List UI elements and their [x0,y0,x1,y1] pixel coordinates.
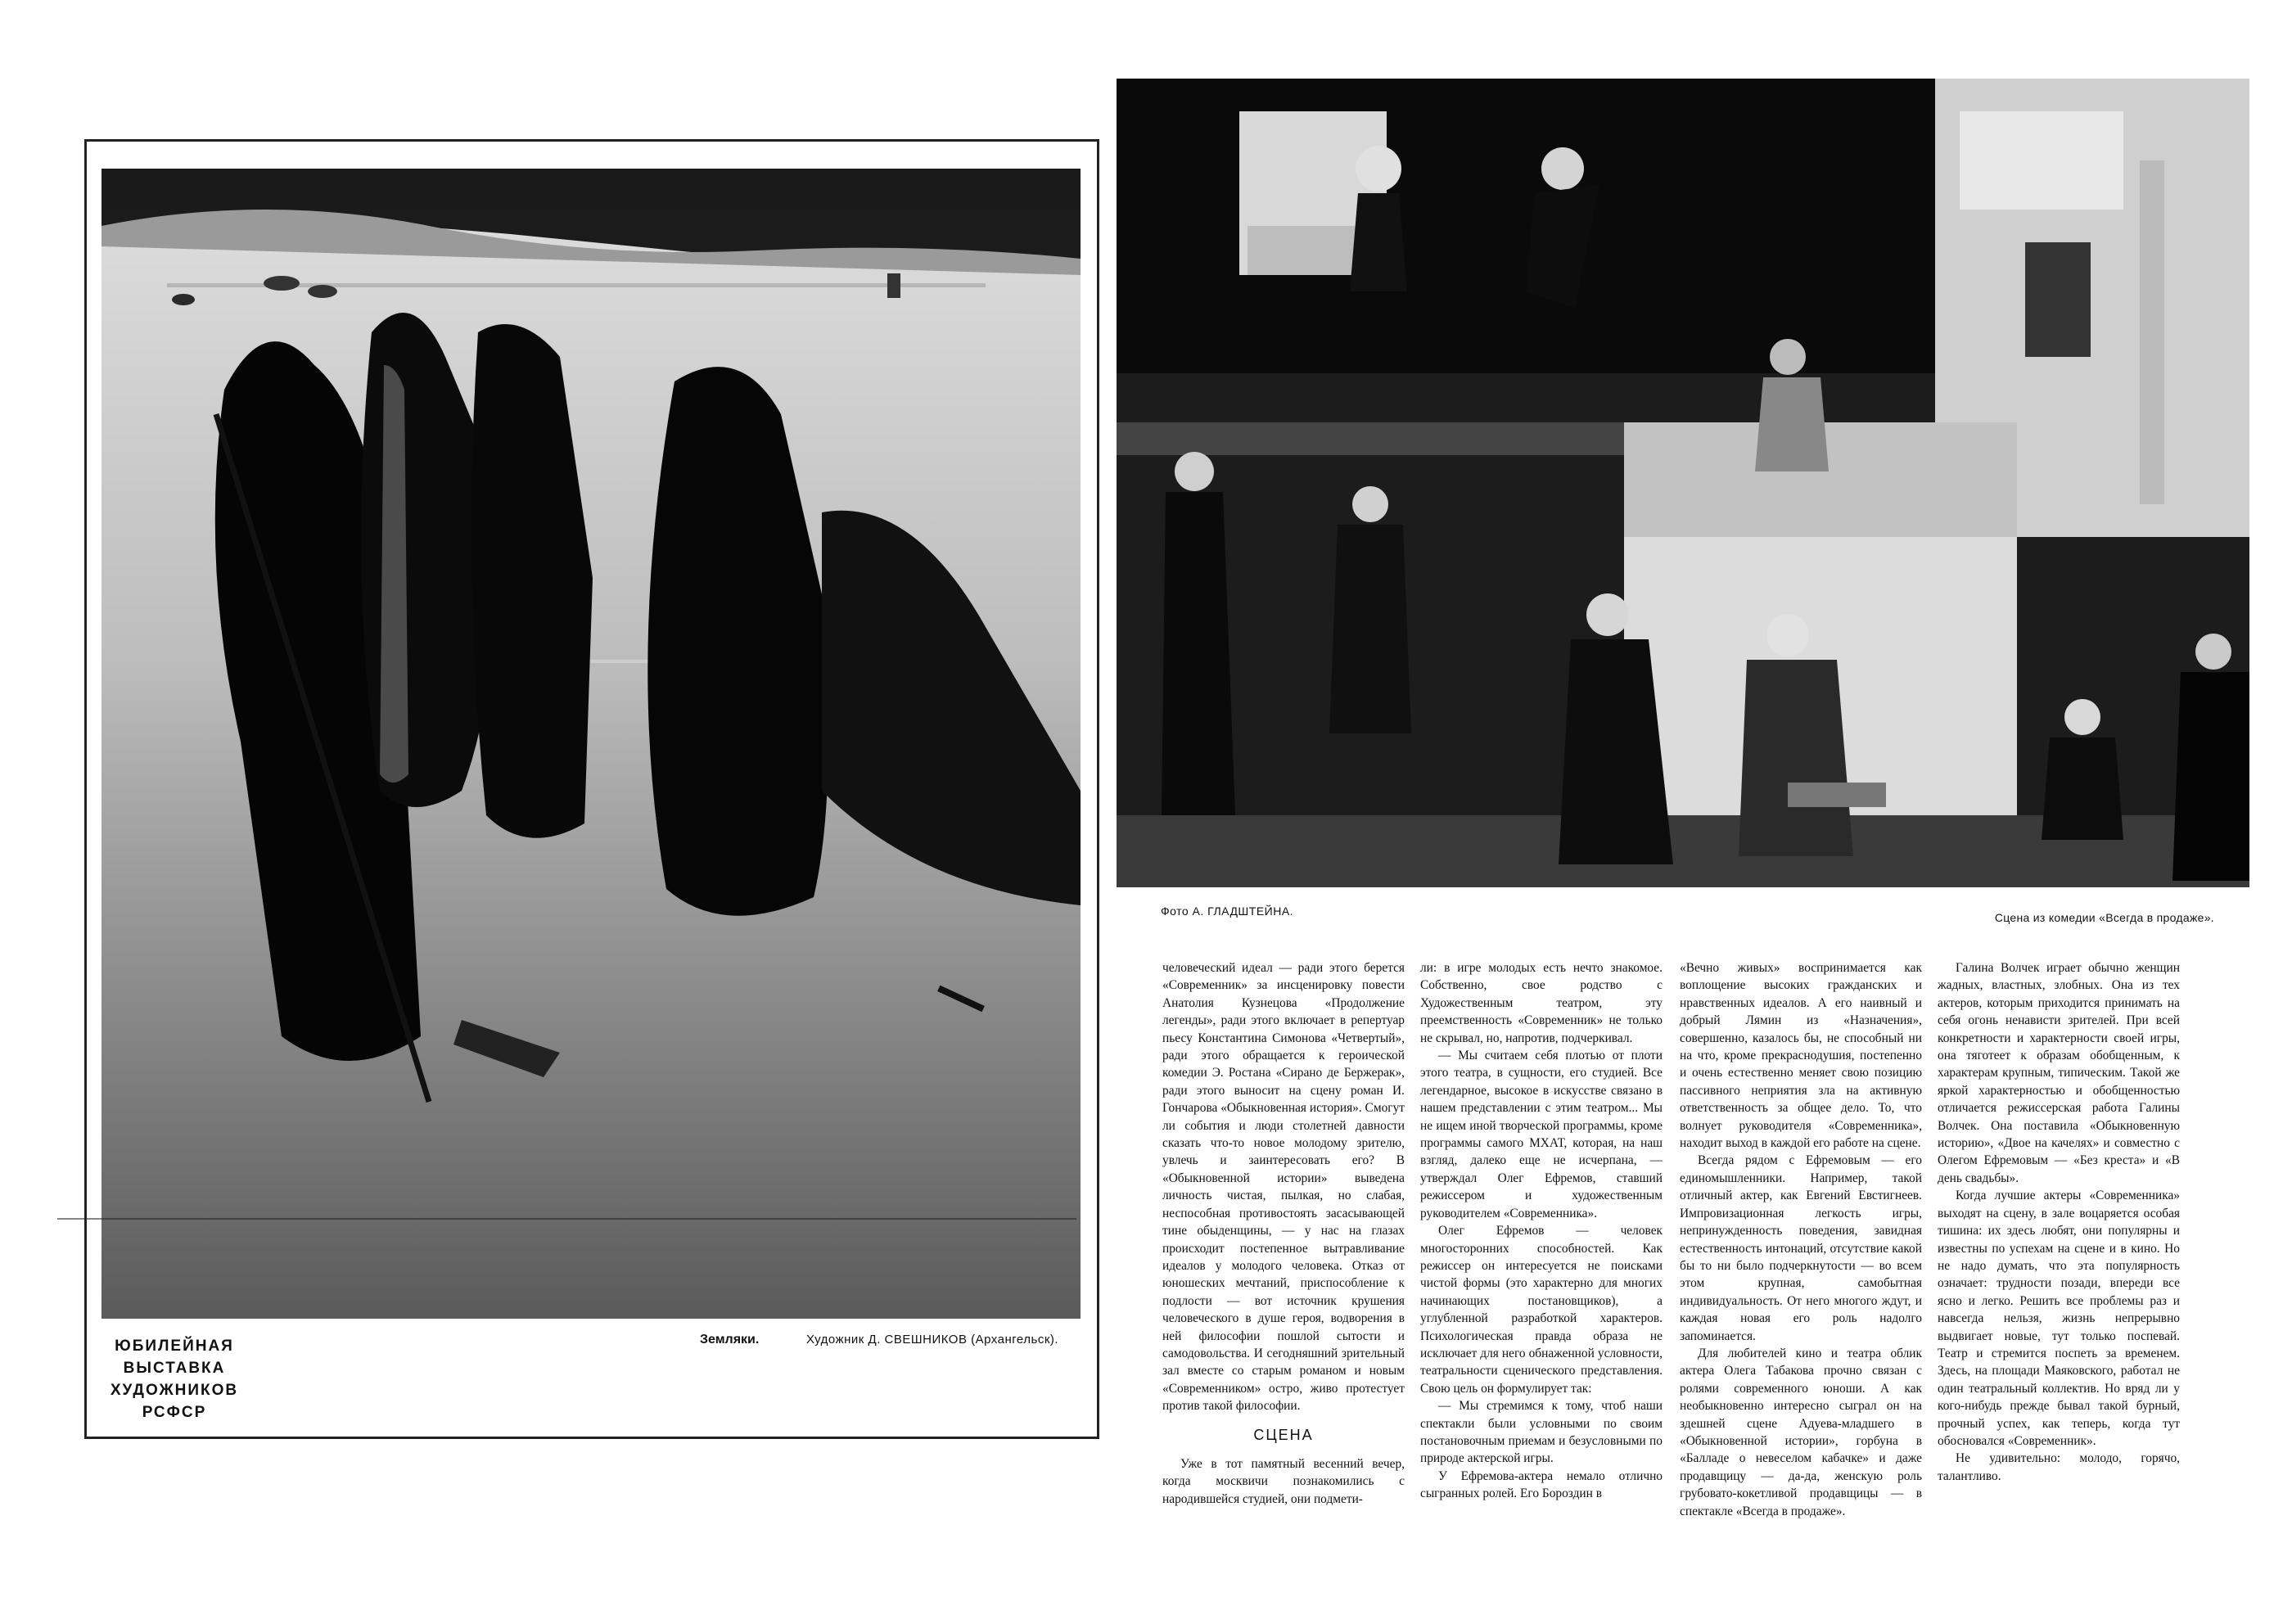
article-paragraph: Олег Ефремов — человек многосторонних способностей. Как режиссер он интересуется не поисками чистой формы (это характерно для многих начинающих постановщиков), а углубленной разработкой характеров. Психологическая правда образа не исключает для него обнаженной условности, театральности сценического представления. Свою цель он формулирует так: [1420,1224,1663,1396]
article-paragraph: — Мы считаем себя плотью от плоти этого театра, в сущности, его студией. Все легендарное, высокое в искусстве связано в нашем представлении с этим театром... Мы не ищем иной творческой программы, кроме программы самого МХАТ, которая, на наш взгляд, далеко еще не исчерпана, — утверждал Олег Ефремов, ставший режиссером и художественным руководителем «Современника». [1420,1049,1663,1220]
article-column-1 [1162,959,1405,1508]
painting-image [102,169,1081,1319]
article-paragraph: У Ефремова-актера немало отлично сыгранных ролей. Его Бороздин в [1420,1468,1663,1501]
section-heading: СЦЕНА [1253,1426,1314,1443]
article-paragraph: Для любителей кино и театра облик актера Олега Табакова прочно связан с ролями современного юноши. А как необыкновенно интересно сыграл он на здешней сцене Адуева-младшего в «Обыкновенной истории», горбуна в «Балладе о невеселом кабачке» и даже продавщицу — да-да, женскую роль грубовато-кокетливой продавщицы — в спектакле «Всегда в продаже». [1680,1346,1922,1518]
photo-caption: Сцена из комедии «Всегда в продаже». [1994,911,2214,924]
painting-illustration [102,169,1081,1319]
article-paragraph: Когда лучшие актеры «Современника» выходят на сцену, в зале воцаряется особая тишина: их здесь любят, они популярны и известны по успехам на сцене и в кино. Но не надо думать, что эта популярность означает: трудности позади, впереди все ясно и легко. Решить все проблемы раз и навсегда нельзя, жизнь непрерывно выдвигает новые, тут только поспевай. Театр и стремится поспеть за временем. Здесь, на площади Маяковского, работал не один театральный коллектив. Но вряд ли у кого-нибудь прежде бывал такой бурный, прочный успех, как теперь, когда тут обосновался «Современник». [1938,1189,2180,1448]
photo-credit: Фото А. ГЛАДШТЕЙНА. [1161,904,1294,918]
stage-scene-illustration [1117,79,2249,887]
article-paragraph: Всегда рядом с Ефремовым — его единомышленники. Например, такой отличный актер, как Евгений Евстигнеев. Импровизационная легкость игры, непринужденность поведения, завидная естественность интонаций, отсутствие какой бы то ни было подчеркнутости — во всем этом крупная, самобытная индивидуальность. От него многого ждут, и каждая новая его роль надолго запоминается. [1680,1153,1922,1343]
article-paragraph: человеческий идеал — ради этого берется «Современник» за инсценировку повести Анатолия Кузнецова «Продолжение легенды», ради этого включает в репертуар пьесу Константина Симонова «Четвертый», ради этого обращается к героической комедии Э. Ростана «Сирано де Бержерак», ради этого выносит на сцену роман И. Гончарова «Обыкновенная история». Смогут ли события и люди столетней давности сказать что-то новое молодому зрителю, увлечь и заинтересовать его? В «Обыкновенной истории» выведена личность чистая, пылкая, но слабая, неспособная противостоять засасывающей тине обыденщины, — у нас на глазах происходит постепенное вытравливание идеалов у молодого человека. Отказ от юношеских мечтаний, приспособление к подлости — вот источник крушения человеческого в душе героя, водворения в ней философии пошлой сытости и самодовольства. И сегодняшний зрительный зал вместе со старым романом и новым «Современником» остро, живо протестует против такой философии. [1162,961,1405,1414]
theater-photo [1117,79,2249,887]
article-column-2 [1420,959,1663,1503]
exhibition-line: ВЫСТАВКА [123,1360,226,1377]
article-paragraph: ли: в игре молодых есть нечто знакомое. Собственно, свое родство с Художественным театром, эту преемственность «Современник» не только не скрывал, но, напротив, подчеркивал. [1420,961,1663,1045]
exhibition-title [105,1335,244,1423]
painting-artist-caption: Художник Д. СВЕШНИКОВ (Архангельск). [806,1333,1059,1347]
article-paragraph: «Вечно живых» воспринимается как воплощение высоких гражданских и нравственных идеалов. А его наивный и добрый Лямин из «Назначения», совершенно, казалось бы, не способный ни на что, кроме прекраснодушия, постепенно и очень естественно меняет свою позицию пассивного неприятия зла на активную ответственность за общее дело. То, что волнует руководителя «Современника», находит выход в каждой его работе на сцене. [1680,961,1922,1151]
article-column-3 [1680,959,1922,1520]
exhibition-line: ХУДОЖНИКОВ [110,1382,239,1399]
exhibition-line: ЮБИЛЕЙНАЯ [115,1338,234,1355]
article-paragraph: Не удивительно: молодо, горячо, талантливо. [1938,1451,2180,1483]
painting-title: Земляки. [700,1333,760,1347]
article-paragraph: Уже в тот памятный весенний вечер, когда москвичи познакомились с народившейся студией, они подмети- [1162,1456,1405,1506]
article-column-4 [1938,959,2180,1485]
article-paragraph: — Мы стремимся к тому, чтоб наши спектакли были условными по своим постановочным приемам и безусловными по природе актерской игры. [1420,1399,1663,1466]
article-paragraph: Галина Волчек играет обычно женщин жадных, властных, злобных. Она из тех актеров, которым приходится принимать на себя огонь ненависти зрителей. При всей конкретности и характерности своей игры, она тяготеет к образам обобщенным, к характерам крупным, типическим. Такой же яркой характерностью и обобщенностью отличается режиссерская работа Галины Волчек. Она поставила «Обыкновенную историю», «Двое на качелях» и совместно с Олегом Ефремовым — «Без креста» и «В день свадьбы». [1938,961,2180,1185]
exhibition-line: РСФСР [142,1404,207,1421]
fold-crease [57,1218,1076,1220]
